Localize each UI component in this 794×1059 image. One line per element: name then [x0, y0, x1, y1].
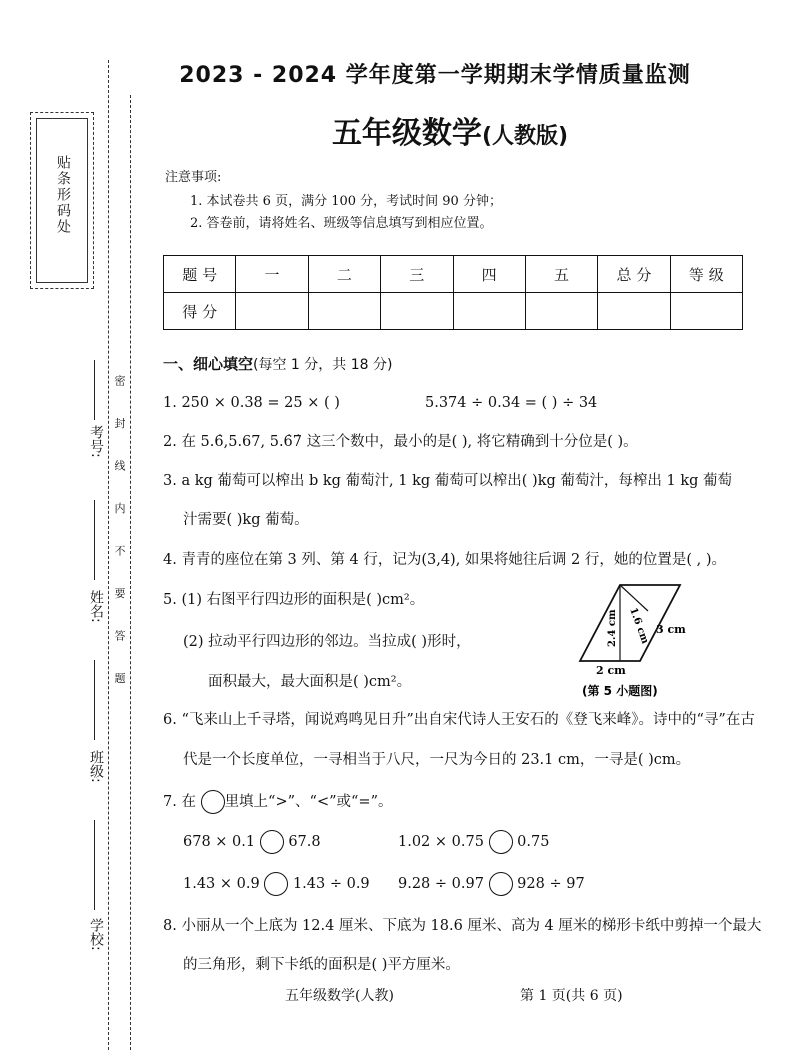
compare-right: 0.75: [517, 834, 550, 850]
seal-text: 密 封 线 内 不 要 答 题: [113, 375, 126, 698]
answer-circle[interactable]: [489, 830, 513, 854]
question-4: 4. 青青的座位在第 3 列、第 4 行，记为(3,4), 如果将她往后调 2 行，她的位置是( , )。: [163, 552, 727, 568]
section-note: (每空 1 分，共 18 分): [253, 357, 393, 373]
question-5b: (2) 拉动平行四边形的邻边。当拉成( )形时，: [183, 634, 471, 650]
score-cell[interactable]: [453, 293, 525, 330]
footer-page: 第 1 页(共 6 页): [520, 988, 623, 1004]
figure-caption: (第 5 小题图): [582, 684, 658, 698]
header-cell: 一: [236, 256, 308, 293]
question-1a: 1. 250 × 0.38 = 25 × ( ): [163, 395, 340, 411]
answer-circle[interactable]: [489, 872, 513, 896]
name-line[interactable]: [94, 500, 95, 580]
question-6a: 6. “飞来山上千寻塔，闻说鸡鸣见日升”出自宋代诗人王安石的《登飞来峰》。诗中的“寻”在古: [163, 712, 755, 728]
parallelogram-figure: [560, 575, 710, 705]
header-cell: 五: [525, 256, 597, 293]
q7-suffix: 里填上“>”、“<”或“=”。: [224, 794, 393, 810]
score-table-header: [164, 256, 743, 293]
notes-heading: 注意事项:: [165, 170, 222, 185]
compare-right: 928 ÷ 97: [517, 876, 585, 892]
section-title-text: 一、细心填空: [163, 355, 254, 373]
label-1-6: 1.6 cm: [627, 606, 651, 646]
label-2: 2 cm: [596, 664, 626, 677]
question-8b: 的三角形，剩下卡纸的面积是( )平方厘米。: [183, 957, 460, 973]
exam-no-line[interactable]: [94, 360, 95, 420]
note-item-2: 2. 答卷前，请将姓名、班级等信息填写到相应位置。: [190, 216, 493, 231]
compare-left: 1.43 × 0.9: [183, 876, 260, 892]
compare-4: [398, 872, 585, 896]
question-5a: 5. (1) 右图平行四边形的面积是( )cm²。: [163, 592, 425, 608]
label-3: 3 cm: [656, 623, 686, 636]
header-cell: 三: [381, 256, 453, 293]
compare-1: [183, 830, 321, 854]
score-cell[interactable]: [236, 293, 308, 330]
question-6b: 代是一个长度单位，一寻相当于八尺，一尺为今日的 23.1 cm，一寻是( )cm。: [183, 752, 691, 768]
name-label: 姓名:: [88, 590, 104, 623]
edition: (人教版): [481, 124, 569, 149]
score-cell[interactable]: [598, 293, 670, 330]
circle-icon: [201, 790, 225, 814]
score-table: [163, 255, 743, 330]
header-cell: 题 号: [164, 256, 236, 293]
header-cell: 二: [308, 256, 380, 293]
compare-2: [398, 830, 549, 854]
school-label: 学校:: [88, 918, 104, 951]
question-7: [163, 790, 393, 814]
exam-title: 2023 - 2024 学年度第一学期期末学情质量监测: [179, 63, 691, 88]
footer-subject: 五年级数学(人教): [285, 988, 394, 1004]
seal-line-outer: [108, 60, 109, 1050]
answer-circle[interactable]: [260, 830, 284, 854]
score-cell[interactable]: [670, 293, 742, 330]
question-3a: 3. a kg 葡萄可以榨出 b kg 葡萄汁, 1 kg 葡萄可以榨出( )kg 葡萄汁，每榨出 1 kg 葡萄: [163, 473, 733, 489]
score-cell[interactable]: [381, 293, 453, 330]
barcode-label: 贴条形码处: [55, 155, 71, 235]
question-5c: 面积最大，最大面积是( )cm²。: [208, 674, 412, 690]
header-cell: 总 分: [598, 256, 670, 293]
answer-circle[interactable]: [264, 872, 288, 896]
score-row-label: 得 分: [164, 293, 236, 330]
header-cell: 等 级: [670, 256, 742, 293]
compare-left: 9.28 ÷ 0.97: [398, 876, 484, 892]
score-cell[interactable]: [525, 293, 597, 330]
barcode-box: [30, 112, 94, 289]
question-1b: 5.374 ÷ 0.34 = ( ) ÷ 34: [425, 395, 598, 411]
section-1-title: [163, 353, 392, 374]
exam-no-label: 考号:: [88, 425, 104, 458]
compare-right: 1.43 ÷ 0.9: [292, 876, 370, 892]
score-row: [164, 293, 743, 330]
question-3b: 汁需要( )kg 葡萄。: [183, 512, 309, 528]
q7-prefix: 7. 在: [163, 794, 196, 810]
note-item-1: 1. 本试卷共 6 页，满分 100 分，考试时间 90 分钟；: [190, 194, 502, 209]
subject-name: 五年级数学: [331, 116, 482, 151]
question-8a: 8. 小丽从一个上底为 12.4 厘米、下底为 18.6 厘米、高为 4 厘米的梯形卡纸中剪掉一个最大: [163, 918, 762, 934]
subject-title: [320, 108, 580, 152]
compare-left: 1.02 × 0.75: [398, 834, 484, 850]
seal-line-inner: [130, 95, 131, 1050]
class-line[interactable]: [94, 660, 95, 740]
label-2-4: 2.4 cm: [607, 609, 618, 647]
compare-3: [183, 872, 370, 896]
score-cell[interactable]: [308, 293, 380, 330]
compare-right: 67.8: [288, 834, 321, 850]
school-line[interactable]: [94, 820, 95, 910]
question-2: 2. 在 5.6̇,5.67, 5.6̇7̇ 这三个数中，最小的是( ), 将它精确到十分位是( )。: [163, 434, 638, 450]
class-label: 班级:: [88, 750, 104, 783]
compare-left: 678 × 0.1: [183, 834, 256, 850]
header-cell: 四: [453, 256, 525, 293]
